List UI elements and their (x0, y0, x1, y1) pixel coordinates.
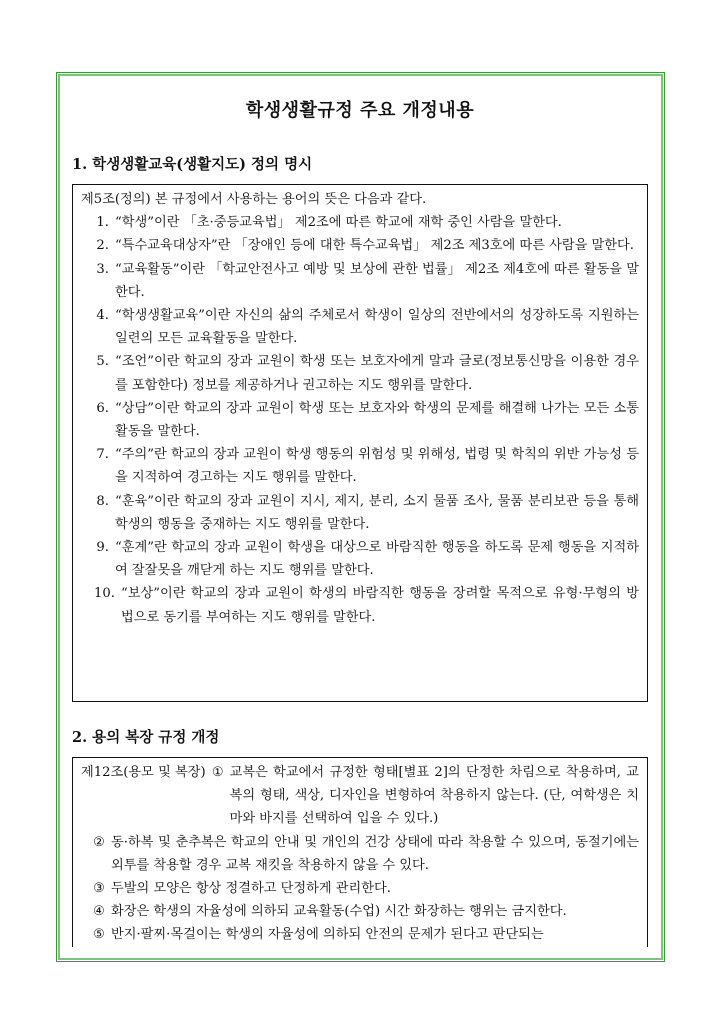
section-1-heading: 1. 학생생활교육(생활지도) 정의 명시 (72, 156, 313, 173)
definition-number: 5. (96, 354, 109, 370)
clause-item (81, 877, 639, 900)
definition-text: “학생”이란 「초·중등교육법」 제2조에 따른 학교에 재학 중인 사람을 말한다. (115, 215, 562, 231)
clause-text: 두발의 모양은 항상 정결하고 단정하게 관리한다. (111, 881, 391, 897)
definition-item (81, 304, 639, 350)
definition-number: 3. (96, 261, 109, 277)
definition-number: 10. (94, 586, 115, 602)
definition-list (81, 211, 639, 629)
definition-number: 6. (96, 400, 109, 416)
clause-mark: ② (93, 834, 105, 850)
clause-mark: ③ (93, 881, 105, 897)
article-5-box (72, 184, 648, 702)
clause-text: 교복은 학교에서 규정한 형태[별표 2]의 단정한 차림으로 착용하며, 교복의 형태, 색상, 디자인을 변형하여 착용하지 않는다. (단, 여학생은 치마와 바지를 선택하여 입을 수 있다.) (229, 765, 639, 827)
definition-number: 1. (96, 215, 109, 231)
definition-text: “특수교육대상자”란 「장애인 등에 대한 특수교육법」 제2조 제3호에 따른 사람을 말한다. (115, 238, 634, 254)
definition-number: 7. (96, 447, 109, 463)
definition-text: “훈육”이란 학교의 장과 교원이 지시, 제지, 분리, 소지 물품 조사, 물품 분리보관 등을 통해 학생의 행동을 중재하는 지도 행위를 말한다. (115, 493, 639, 532)
definition-number: 9. (96, 540, 109, 556)
definition-text: “학생생활교육”이란 자신의 삶의 주체로서 학생이 일상의 전반에서의 성장하도록 지원하는 일련의 모든 교육활동을 말한다. (115, 308, 639, 347)
definition-item (81, 536, 639, 582)
definition-number: 2. (96, 238, 109, 254)
definition-text: “보상”이란 학교의 장과 교원이 학생의 바람직한 행동을 장려할 목적으로 유형·무형의 방법으로 동기를 부여하는 지도 행위를 말한다. (121, 586, 639, 625)
definition-item (81, 490, 639, 536)
definition-item (81, 350, 639, 396)
clause-item (81, 900, 639, 923)
document-title: 학생생활규정 주요 개정내용 (245, 100, 475, 121)
clause-item (81, 923, 639, 946)
definition-item (81, 258, 639, 304)
clause-mark: ① (211, 765, 224, 780)
definition-item (81, 397, 639, 443)
clause-text: 반지·팔찌·목걸이는 학생의 자율성에 의하되 안전의 문제가 된다고 판단되는 (111, 927, 544, 943)
clause-item (81, 831, 639, 877)
definition-text: “상담”이란 학교의 장과 교원이 학생 또는 보호자와 학생의 문제를 해결해 나가는 모든 소통 활동을 말한다. (115, 400, 639, 440)
article-5-intro: 제5조(정의) 본 규정에서 사용하는 용어의 뜻은 다음과 같다. (81, 192, 427, 207)
definition-number: 8. (96, 493, 109, 509)
clause-text: 화장은 학생의 자율성에 의하되 교육활동(수업) 시간 화장하는 행위는 금지한다. (111, 904, 567, 920)
definition-item (81, 211, 639, 234)
article-12-first-clause (81, 761, 639, 831)
definition-text: “조언”이란 학교의 장과 교원이 학생 또는 보호자에게 말과 글로(정보통신망을 이용한 경우를 포함한다) 정보를 제공하거나 권고하는 지도 행위를 말한다. (115, 354, 639, 393)
clause-mark: ④ (93, 904, 105, 920)
definition-item (81, 582, 639, 628)
article-12-box (72, 757, 648, 947)
definition-item (81, 234, 639, 257)
article-12-label: 제12조(용모 및 복장) (81, 765, 206, 780)
definition-item (81, 443, 639, 489)
definition-text: “교육활동”이란 「학교안전사고 예방 및 보상에 관한 법률」 제2조 제4호에 따른 활동을 말한다. (115, 261, 639, 300)
definition-text: “훈계”란 학교의 장과 교원이 학생을 대상으로 바람직한 행동을 하도록 문제 행동을 지적하여 잘잘못을 깨닫게 하는 지도 행위를 말한다. (115, 540, 639, 579)
section-2-heading: 2. 용의 복장 규정 개정 (72, 729, 220, 746)
clause-mark: ⑤ (93, 927, 105, 943)
clause-text: 동·하복 및 춘추복은 학교의 안내 및 개인의 건강 상태에 따라 착용할 수 있으며, 동절기에는 외투를 착용할 경우 교복 재킷을 착용하지 않을 수 있다. (111, 834, 639, 873)
definition-number: 4. (96, 308, 109, 324)
definition-text: “주의”란 학교의 장과 교원이 학생 행동의 위험성 및 위해성, 법령 및 학칙의 위반 가능성 등을 지적하여 경고하는 지도 행위를 말한다. (115, 447, 639, 486)
